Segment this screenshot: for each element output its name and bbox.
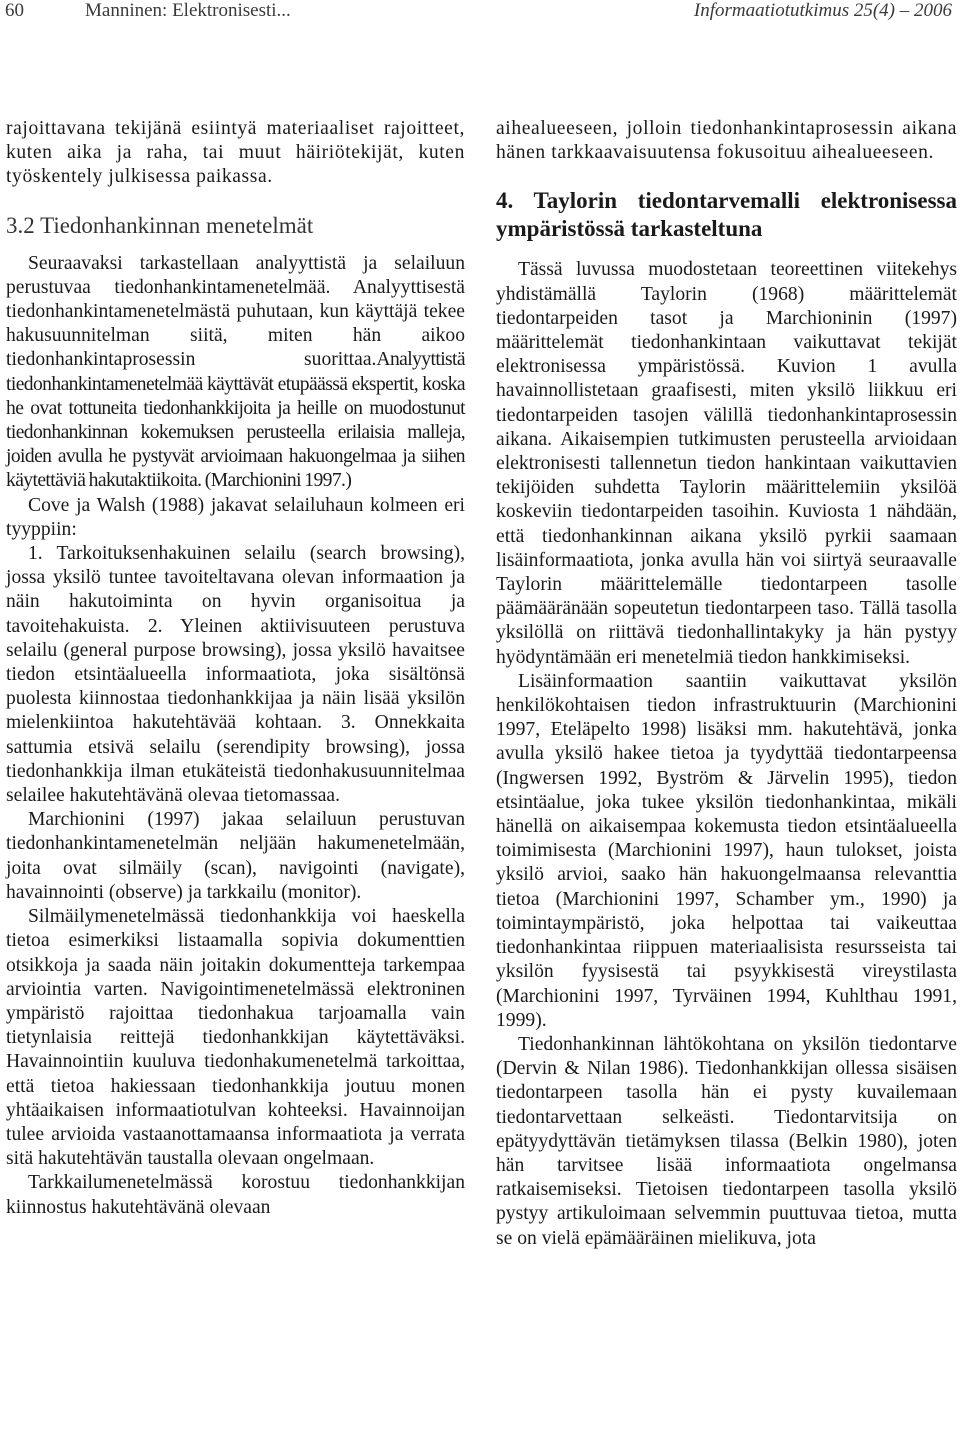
paragraph: Tässä luvussa muodostetaan teoreettinen viitekehys yhdistämällä Taylorin (1968) määrittelemät tiedontarpeiden tasot ja Marchioninin (1997) määrittelemät tiedonhankintaan vaikuttavat tekijät elektronisessa ympäristössä. Kuvion 1 avulla havainnollistetaan graafisesti, miten yksilö liikkuu eri tiedontarpeiden tasojen välillä tiedonhankintaprosessin aikana. Aikaisempien tutkimusten perusteella arvioidaan elektronisesti tallennetun tiedon hankintaan vaikuttavien tekijöiden suhdetta Taylorin määrittelemiin yksilöä koskeviin tiedontarpeiden tasoihin. Kuviosta 1 nähdään, että tiedonhankinnan aikana yksilö pyrkii saamaan lisäinformaatiota, jonka avulla hän voi siirtyä seuraavalle Taylorin määrittelemälle tiedontarpeen tasolle päämääränään sopeutetun tiedontarpeen taso. Tällä tasolla yksilöllä on riittävä tiedonhallintakyky ja hän pystyy hyödyntämään eri menetelmiä tiedon hankkimiseksi. [496, 259, 957, 668]
section-heading: 4. Taylorin tiedontarvemalli elektronisessa ympäristössä tarkasteltuna [496, 188, 957, 242]
section-heading: 3.2 Tiedonhankinnan menetelmät [6, 212, 314, 238]
paragraph: 1. Tarkoituksenhakuinen selailu (search browsing), jossa yksilö tuntee tavoiteltavana olevan informaation ja näin hakutoiminta on hyvin organisoitua ja tavoitehakuista. 2. Yleinen aktiivisuuteen perustuva selailu (general purpose browsing), jossa yksilö havaitsee tiedon etsintäalueella informaatiota, joka sisältönsä puolesta kiinnostaa tiedonhankkijaa ja näin lisää yksilön mielenkiintoa hakutehtävää kohtaan. 3. Onnekkaita sattumia etsivä selailu (serendipity browsing), jossa tiedonhankkija ilman etukäteistä tiedonhakusuunnitelmaa selailee hakutehtävänä olevaa tietomassaa. [6, 543, 465, 807]
running-header [0, 0, 960, 30]
paragraph-part: Analyyttistä tiedonhankintamenetelmää käyttävät etupäässä ekspertit, koska he ovat tottuneita tiedonhankkijoita ja heille on muodostunut tiedonhankinnan kokemuksen perusteella erilaisia malleja, joiden avulla he pystyvät arvioimaan hakuongelmaa ja siihen käytettäviä hakutaktiikoita. (Marchionini 1997.) [6, 349, 465, 492]
running-journal: Informaatiotutkimus 25(4) – 2006 [693, 0, 952, 21]
paragraph: Lisäinformaation saantiin vaikuttavat yksilön henkilökohtaisen tiedon infrastruktuurin (Marchionini 1997, Eteläpelto 1998) lisäksi mm. hakutehtävä, jonka avulla yksilö hakee tietoa ja tyydyttää tiedontarpeensa (Ingwersen 1992, Byström & Järvelin 1995), tiedon etsintäalue, joka tukee yksilön tiedonhankintaa, mikäli hänellä on aikaisempaa kokemusta tiedon etsintäalueella toimimisesta (Marchionini 1997), haun tulokset, joista yksilö arvioi, saako hän hakuongelmaansa relevanttia tietoa (Marchionini 1997, Schamber ym., 1990) ja toimintaympäristö, joka helpottaa tai vaikeuttaa tiedonhankintaa riippuen materiaalisista resursseista tai yksilön fyysisestä tai psyykkisestä vireystilasta (Marchionini 1997, Tyrväinen 1994, Kuhlthau 1991, 1999). [496, 670, 957, 1031]
paragraph: aihealueeseen, jolloin tiedonhankintaprosessin aikana hänen tarkkaavaisuutensa fokusoituu aihealueeseen. [496, 118, 957, 164]
page-number: 60 [5, 0, 24, 21]
running-author: Manninen: Elektronisesti... [85, 0, 291, 21]
paragraph: Cove ja Walsh (1988) jakavat selailuhaun kolmeen eri tyyppiin: [6, 494, 465, 540]
left-column [6, 117, 465, 1220]
right-column [496, 117, 957, 1251]
paragraph: Tiedonhankinnan lähtökohtana on yksilön tiedontarve (Dervin & Nilan 1986). Tiedonhankkijan ollessa sisäisen tiedontarpeen tasolla hän ei pysty kuvailemaan tiedontarvettaan selkeästi. Tiedontarvitsija on epätyydyttävän tietämyksen tilassa (Belkin 1980), joten hän tarvitsee lisää informaatiota ongelmansa ratkaisemiseksi. Tietoisen tiedontarpeen tasolla yksilö pystyy artikuloimaan selvemmin puuttuvaa tietoa, mutta se on vielä epämääräinen mielikuva, jota [496, 1033, 957, 1249]
paragraph-part: Seuraavaksi tarkastellaan analyyttistä ja selailuun perustuvaa tiedonhankintamenetelmää. Analyyttisestä tiedonhankintamenetelmästä puhutaan, kun käyttäjä tekee hakusuunnitelman siitä, miten hän aikoo tiedonhankintaprosessin suorittaa. [6, 252, 465, 371]
paragraph [6, 252, 465, 494]
paragraph: Marchionini (1997) jakaa selailuun perustuvan tiedonhankintamenetelmän neljään hakumenetelmään, joita ovat silmäily (scan), navigointi (navigate), havainnointi (observe) ja tarkkailu (monitor). [6, 809, 465, 903]
paragraph: Silmäilymenetelmässä tiedonhankkija voi haeskella tietoa esimerkiksi listaamalla sopivia dokumenttien otsikkoja ja saada näin joitakin dokumentteja tarkempaa arviointia varten. Navigointimenetelmässä elektroninen ympäristö rajoittaa tiedonhakua tarjoamalla vain tietynlaisia reittejä tiedonhankkijan käytettäväksi. Havainnointiin kuuluva tiedonhakumenetelmä tarkoittaa, että tietoa hakiessaan tiedonhankkija joutuu monen yhtäaikaisen informaatiotulvan kohteeksi. Havainnoijan tulee arvioida vastaanottamaansa informaatiota ja verrata sitä hakutehtävän taustalla olevaan ongelmaan. [6, 906, 465, 1170]
paragraph: rajoittavana tekijänä esiintyä materiaaliset rajoitteet, kuten aika ja raha, tai muut häiriötekijät, kuten työskentely julkisessa paikassa. [6, 118, 465, 188]
paragraph: Tarkkailumenetelmässä korostuu tiedonhankkijan kiinnostus hakutehtävänä olevaan [6, 1172, 465, 1218]
